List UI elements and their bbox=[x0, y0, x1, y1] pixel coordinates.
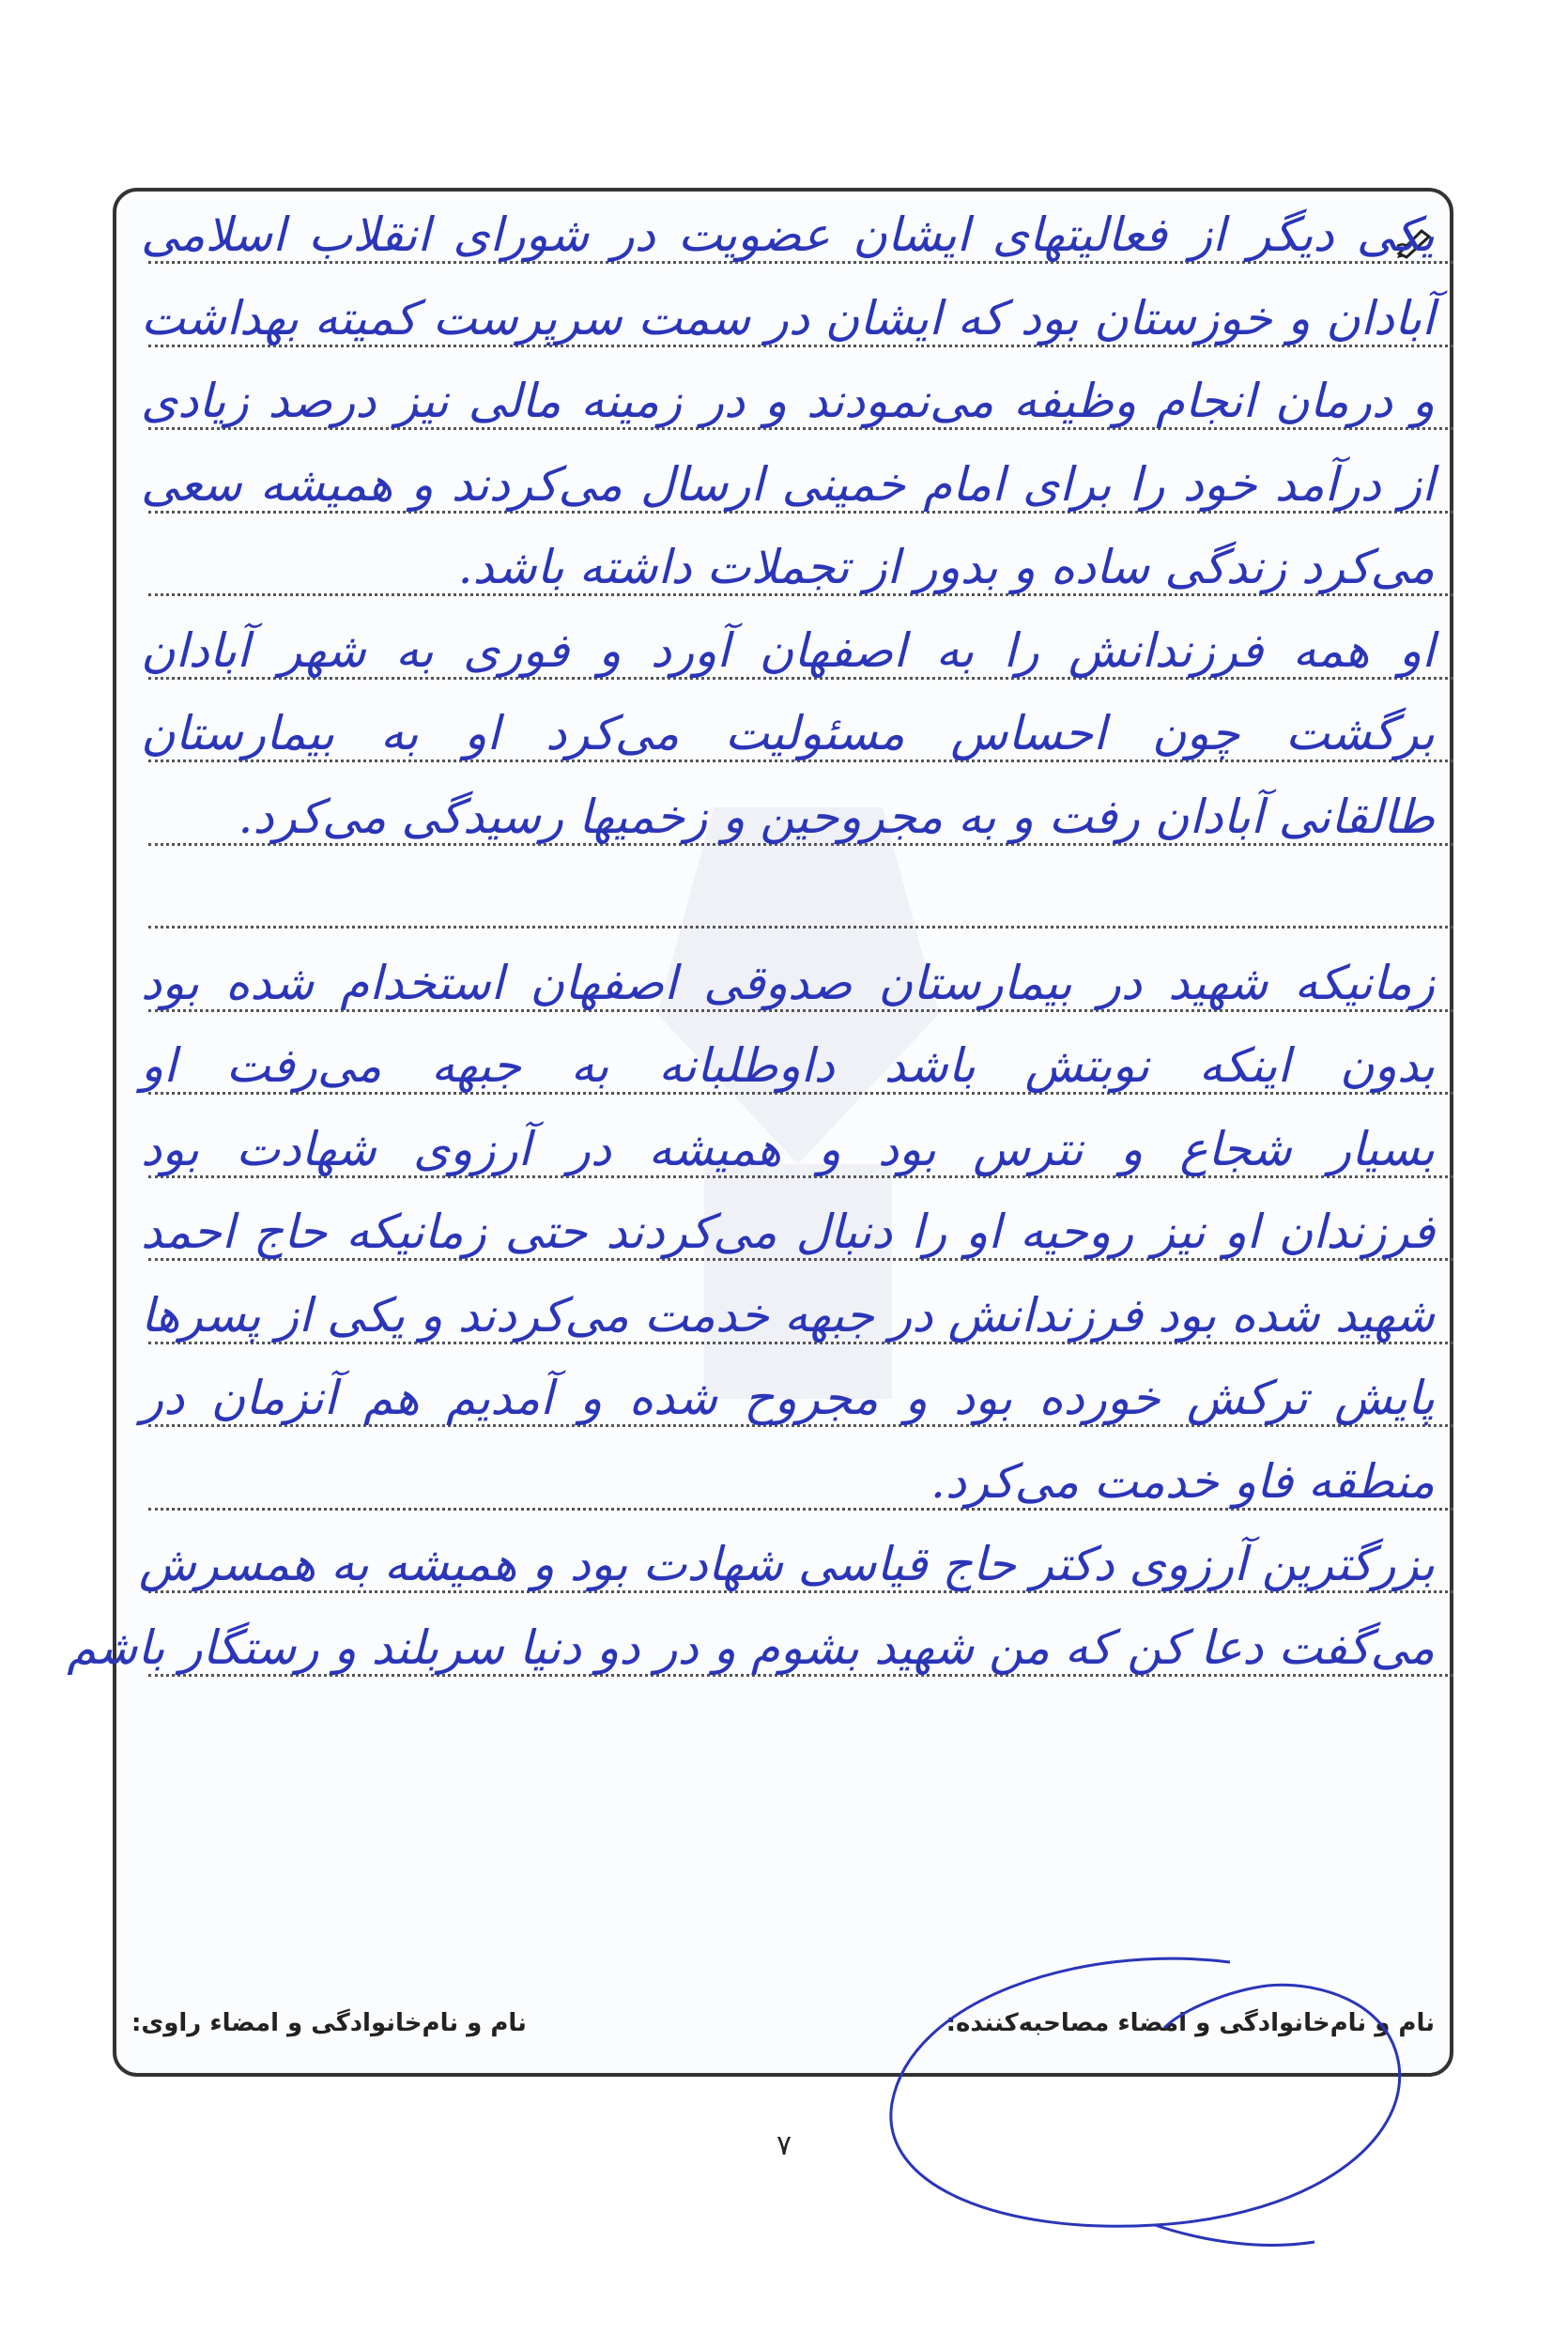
interviewer-signature-label: نام و نام‌خانوادگی و امضاء مصاحبه‌کننده: bbox=[945, 2009, 1435, 2037]
handwritten-line: بدون اینکه نوبتش باشد داوطلبانه به جبهه می‌رفت او bbox=[141, 1038, 1435, 1093]
handwritten-line: از درآمد خود را برای امام خمینی ارسال می‌کردند و همیشه سعی bbox=[141, 457, 1435, 512]
handwritten-line: طالقانی آبادان رفت و به مجروحین و زخمیها رسیدگی می‌کرد. bbox=[238, 790, 1435, 844]
handwritten-line: منطقه فاو خدمت می‌کرد. bbox=[930, 1454, 1435, 1509]
ruled-line bbox=[148, 926, 1453, 929]
handwritten-line: می‌کرد زندگی ساده و بدور از تجملات داشته باشد. bbox=[457, 540, 1435, 594]
handwritten-line: بسیار شجاع و نترس بود و همیشه در آرزوی شهادت بود bbox=[141, 1122, 1435, 1176]
signature-mark bbox=[873, 1943, 1437, 2253]
handwritten-line: شهید شده بود فرزندانش در جبهه خدمت می‌کردند و یکی از پسرها bbox=[141, 1288, 1435, 1343]
narrator-signature-label: نام و نام‌خانوادگی و امضاء راوی: bbox=[131, 2009, 527, 2037]
handwritten-line: فرزندان او نیز روحیه او را دنبال می‌کردند حتی زمانیکه حاج احمد bbox=[141, 1205, 1435, 1259]
handwritten-line: زمانیکه شهید در بیمارستان صدوقی اصفهان استخدام شده بود bbox=[141, 956, 1435, 1010]
handwritten-line: می‌گفت دعا کن که من شهید بشوم و در دو دنیا سربلند و رستگار باشم bbox=[67, 1620, 1435, 1675]
handwritten-line: پایش ترکش خورده بود و مجروح شده و آمدیم هم آنزمان در bbox=[141, 1371, 1435, 1425]
handwritten-line: برگشت چون احساس مسئولیت می‌کرد او به بیمارستان bbox=[141, 706, 1435, 760]
handwritten-line: آبادان و خوزستان بود که ایشان در سمت سرپرست کمیته بهداشت bbox=[141, 291, 1435, 345]
page-number: ۷ bbox=[776, 2129, 792, 2162]
handwritten-line: و درمان انجام وظیفه می‌نمودند و در زمینه مالی نیز درصد زیادی bbox=[141, 374, 1435, 428]
handwritten-line: بزرگترین آرزوی دکتر حاج قیاسی شهادت بود و همیشه به همسرش bbox=[138, 1537, 1435, 1591]
handwritten-line: یکی دیگر از فعالیتهای ایشان عضویت در شورای انقلاب اسلامی bbox=[141, 207, 1435, 262]
handwritten-line: او همه فرزندانش را به اصفهان آورد و فوری به شهر آبادان bbox=[141, 623, 1435, 678]
